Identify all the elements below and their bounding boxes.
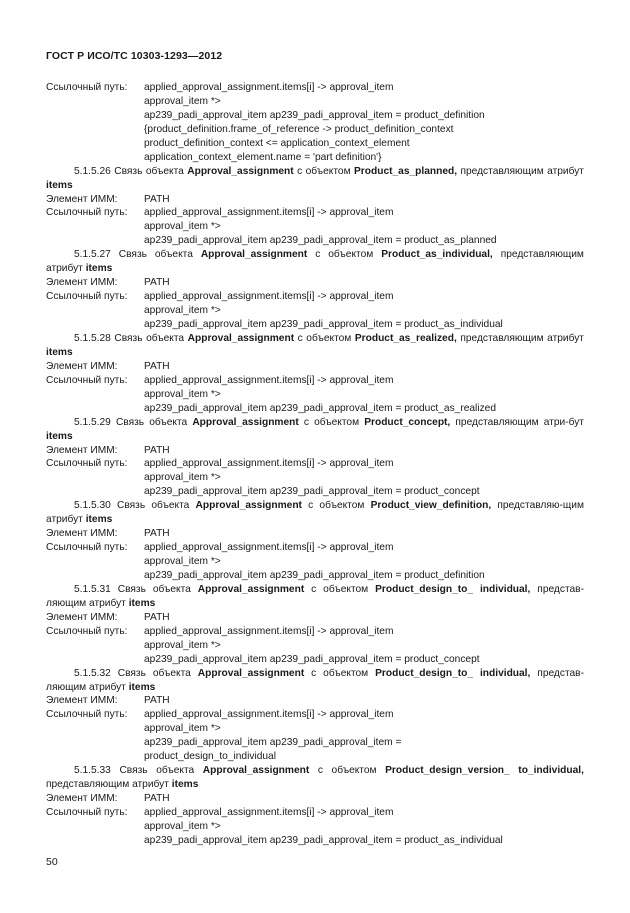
- ref-path-label: Ссылочный путь:: [46, 625, 128, 637]
- section-mid: с объектом: [297, 332, 352, 344]
- entity-name: Approval_assignment: [197, 667, 305, 679]
- element-label: Элемент ИММ:: [46, 193, 118, 205]
- element-line: [46, 276, 584, 290]
- section-post: представ-ляющим атрибут: [46, 667, 584, 693]
- ref-path-text: approval_item *>: [144, 472, 221, 484]
- ref-path-text: ap239_padi_approval_item ap239_padi_approval_item = product_concept: [144, 486, 480, 498]
- entity-name: Approval_assignment: [195, 500, 302, 512]
- entity-name: Approval_assignment: [187, 165, 294, 177]
- ref-path-text: approval_item *>: [144, 556, 221, 568]
- ref-path-text: applied_approval_assignment.items[i] -> approval_item: [144, 807, 394, 818]
- ref-path-line: [46, 109, 584, 123]
- section-post: представ-ляющим атрибут: [46, 583, 584, 609]
- element-label: Элемент ИММ:: [46, 695, 118, 707]
- ref-path-line: [46, 457, 584, 471]
- ref-path-label: Ссылочный путь:: [46, 82, 128, 93]
- element-line: [46, 193, 584, 207]
- element-value: PATH: [144, 695, 170, 707]
- entity-name: Approval_assignment: [187, 332, 295, 344]
- section-number: 5.1.5.27: [74, 249, 111, 261]
- section-pre: Связь объекта: [115, 416, 188, 428]
- ref-path-line: [46, 708, 584, 722]
- section-mid: с объектом: [303, 416, 360, 428]
- section-number: 5.1.5.26: [74, 165, 111, 177]
- attribute-name: items: [128, 681, 156, 693]
- target-name: Product_design_version_ to_individual,: [385, 765, 584, 777]
- ref-path-line: [46, 555, 584, 569]
- ref-path-text: application_context_element.name = 'part definition'}: [144, 151, 382, 163]
- section-heading: [46, 416, 584, 444]
- document-body: [46, 81, 584, 848]
- target-name: Product_concept,: [364, 416, 451, 428]
- element-label: Элемент ИММ:: [46, 528, 118, 540]
- document-header: ГОСТ Р ИСО/ТС 10303-1293—2012: [46, 50, 223, 62]
- ref-path-line: [46, 722, 584, 736]
- section-mid: с объектом: [317, 765, 377, 777]
- section-post: представляющим атрибут: [460, 165, 584, 177]
- section-mid: с объектом: [311, 583, 369, 595]
- section-pre: Связь объекта: [119, 765, 195, 777]
- section-heading: [46, 499, 584, 527]
- ref-path-line: [46, 388, 584, 402]
- section-number: 5.1.5.32: [74, 667, 111, 679]
- section-pre: Связь объекта: [114, 165, 184, 177]
- element-value: PATH: [144, 193, 170, 205]
- element-value: PATH: [144, 277, 170, 289]
- ref-path-text: ap239_padi_approval_item ap239_padi_approval_item = product_as_planned: [144, 235, 497, 247]
- ref-path-label: Ссылочный путь:: [46, 709, 128, 721]
- section-pre: Связь объекта: [117, 500, 190, 512]
- entity-name: Approval_assignment: [200, 249, 308, 261]
- section-post: представляю-щим атрибут: [46, 500, 584, 526]
- target-name: Product_as_realized,: [354, 332, 457, 344]
- ref-path-label: Ссылочный путь:: [46, 374, 128, 386]
- element-line: [46, 444, 584, 458]
- ref-path-text: approval_item *>: [144, 221, 221, 233]
- ref-path-text: applied_approval_assignment.items[i] -> approval_item: [144, 291, 394, 303]
- section-number: 5.1.5.29: [74, 416, 111, 428]
- section-number: 5.1.5.30: [74, 500, 111, 512]
- ref-path-text: applied_approval_assignment.items[i] -> approval_item: [144, 458, 394, 470]
- ref-path-line: [46, 820, 584, 834]
- entity-name: Approval_assignment: [192, 416, 299, 428]
- ref-path-line: [46, 653, 584, 667]
- page-number: 50: [46, 856, 58, 868]
- ref-path-line: [46, 750, 584, 764]
- ref-path-line: [46, 374, 584, 388]
- attribute-name: items: [85, 263, 113, 275]
- ref-path-label: Ссылочный путь:: [46, 458, 128, 470]
- element-value: PATH: [144, 444, 170, 456]
- ref-path-label: Ссылочный путь:: [46, 542, 128, 554]
- ref-path-line: [46, 639, 584, 653]
- ref-path-line: [46, 569, 584, 583]
- ref-path-text: applied_approval_assignment.items[i] -> approval_item: [144, 82, 394, 93]
- ref-path-line: [46, 541, 584, 555]
- ref-path-line: [46, 471, 584, 485]
- ref-path-text: approval_item *>: [144, 305, 221, 317]
- element-value: PATH: [144, 793, 170, 805]
- ref-path-label: Ссылочный путь:: [46, 291, 128, 303]
- ref-path-text: ap239_padi_approval_item ap239_padi_approval_item = product_concept: [144, 653, 480, 665]
- element-value: PATH: [144, 528, 170, 540]
- ref-path-line: [46, 485, 584, 499]
- section-number: 5.1.5.33: [74, 765, 111, 777]
- element-value: PATH: [144, 611, 170, 623]
- ref-path-text: approval_item *>: [144, 95, 221, 107]
- element-line: [46, 611, 584, 625]
- ref-path-label: Ссылочный путь:: [46, 807, 128, 818]
- ref-path-label: Ссылочный путь:: [46, 207, 128, 219]
- section-heading: [46, 332, 584, 360]
- section-pre: Связь объекта: [117, 667, 191, 679]
- section-post: представляющим атрибут: [460, 332, 584, 344]
- ref-path-line: [46, 206, 584, 220]
- ref-path-text: product_design_to_individual: [144, 751, 276, 763]
- ref-path-line: [46, 304, 584, 318]
- ref-path-line: [46, 625, 584, 639]
- target-name: Product_as_individual,: [381, 249, 493, 261]
- ref-path-text: ap239_padi_approval_item ap239_padi_approval_item = product_as_realized: [144, 402, 497, 414]
- element-line: [46, 694, 584, 708]
- ref-path-line: [46, 137, 584, 151]
- attribute-name: items: [46, 179, 73, 191]
- element-label: Элемент ИММ:: [46, 611, 118, 623]
- section-number: 5.1.5.31: [74, 583, 111, 595]
- attribute-name: items: [171, 779, 199, 791]
- section-pre: Связь объекта: [118, 249, 193, 261]
- section-post: представляющим атрибут: [46, 249, 584, 275]
- attribute-name: items: [128, 597, 156, 609]
- ref-path-line: [46, 318, 584, 332]
- section-post: представляющим атри-бут: [455, 416, 584, 428]
- ref-path-text: approval_item *>: [144, 388, 221, 400]
- ref-path-text: applied_approval_assignment.items[i] -> approval_item: [144, 625, 394, 637]
- ref-path-line: [46, 402, 584, 416]
- section-mid: с объектом: [308, 500, 365, 512]
- section-heading: [46, 248, 584, 276]
- ref-path-text: ap239_padi_approval_item ap239_padi_approval_item = product_definition: [144, 109, 485, 121]
- ref-path-text: ap239_padi_approval_item ap239_padi_approval_item = product_as_individual: [144, 319, 503, 330]
- ref-path-line: [46, 834, 584, 848]
- ref-path-text: ap239_padi_approval_item ap239_padi_approval_item =: [144, 737, 402, 749]
- section-mid: с объектом: [311, 667, 369, 679]
- section-mid: с объектом: [297, 165, 351, 177]
- ref-path-line: [46, 806, 584, 820]
- element-value: PATH: [144, 360, 170, 372]
- target-name: Product_design_to_ individual,: [375, 667, 531, 679]
- ref-path-text: applied_approval_assignment.items[i] -> approval_item: [144, 709, 394, 721]
- ref-path-line: [46, 220, 584, 234]
- element-label: Элемент ИММ:: [46, 444, 118, 456]
- ref-path-line: [46, 123, 584, 137]
- ref-path-line: [46, 151, 584, 165]
- target-name: Product_view_definition,: [370, 500, 492, 512]
- section-pre: Связь объекта: [114, 332, 185, 344]
- ref-path-text: applied_approval_assignment.items[i] -> approval_item: [144, 207, 394, 219]
- target-name: Product_design_to_ individual,: [375, 583, 531, 595]
- ref-path-text: approval_item *>: [144, 723, 221, 735]
- ref-path-text: applied_approval_assignment.items[i] -> approval_item: [144, 542, 394, 554]
- entity-name: Approval_assignment: [202, 765, 310, 777]
- attribute-name: items: [46, 430, 73, 442]
- section-heading: [46, 165, 584, 193]
- ref-path-text: ap239_padi_approval_item ap239_padi_approval_item = product_as_individual: [144, 834, 503, 846]
- ref-path-line: [46, 234, 584, 248]
- target-name: Product_as_planned,: [354, 165, 458, 177]
- section-pre: Связь объекта: [117, 583, 191, 595]
- element-line: [46, 792, 584, 806]
- ref-path-line: [46, 95, 584, 109]
- element-label: Элемент ИММ:: [46, 360, 118, 372]
- ref-path-text: approval_item *>: [144, 639, 221, 651]
- section-mid: с объектом: [315, 249, 374, 261]
- section-number: 5.1.5.28: [74, 332, 111, 344]
- ref-path-line: [46, 81, 584, 95]
- element-line: [46, 360, 584, 374]
- element-label: Элемент ИММ:: [46, 277, 118, 289]
- element-label: Элемент ИММ:: [46, 793, 118, 805]
- section-heading: [46, 583, 584, 611]
- ref-path-text: {product_definition.frame_of_reference -> product_definition_context: [144, 123, 454, 135]
- ref-path-text: ap239_padi_approval_item ap239_padi_approval_item = product_definition: [144, 569, 485, 581]
- section-heading: [46, 764, 584, 792]
- entity-name: Approval_assignment: [197, 583, 305, 595]
- attribute-name: items: [46, 346, 73, 358]
- ref-path-text: approval_item *>: [144, 820, 221, 832]
- ref-path-line: [46, 736, 584, 750]
- ref-path-text: product_definition_context <= application_context_element: [144, 137, 410, 149]
- ref-path-text: applied_approval_assignment.items[i] -> approval_item: [144, 374, 394, 386]
- section-heading: [46, 667, 584, 695]
- element-line: [46, 527, 584, 541]
- section-post: представляющим атрибут: [46, 779, 169, 791]
- ref-path-line: [46, 290, 584, 304]
- attribute-name: items: [85, 514, 113, 526]
